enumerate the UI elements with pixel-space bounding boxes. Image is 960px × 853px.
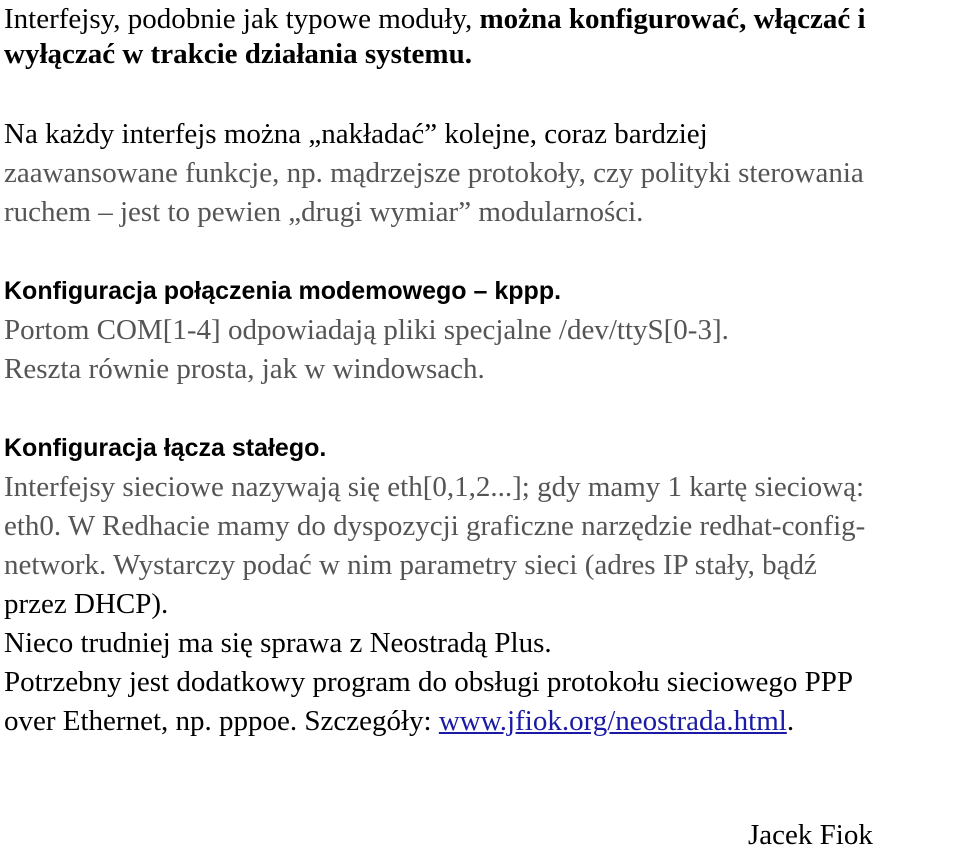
author-signature: Jacek Fiok [748,819,873,851]
modem-line1: Portom COM[1-4] odpowiadają pliki specjalne /dev/ttyS[0-3]. [4,314,729,346]
para2-line3: ruchem – jest to pewien „drugi wymiar” modularności. [4,196,644,228]
para2-line1: Na każdy interfejs można „nakładać” kolejne, coraz bardziej [4,118,708,150]
fixed-line5: Nieco trudniej ma się sprawa z Neostradą Plus. [4,627,552,659]
fixed-line7-prefix: over Ethernet, np. pppoe. Szczegóły: [4,705,439,737]
para1-line2-bold: wyłączać w trakcie działania systemu. [4,38,472,70]
fixed-line1: Interfejsy sieciowe nazywają się eth[0,1,2...]; gdy mamy 1 kartę sieciową: [4,471,865,503]
modem-line2: Reszta równie prosta, jak w windowsach. [4,353,485,385]
modem-heading: Konfiguracja połączenia modemowego – kppp. [4,277,562,305]
fixed-line7-suffix: . [786,705,795,737]
para1-line1-normal: Interfejsy, podobnie jak typowe moduły, [4,3,480,35]
fixed-line4: przez DHCP). [4,588,169,620]
neostrada-link[interactable]: www.jfiok.org/neostrada.html [438,705,787,737]
para1-line2 [4,37,472,72]
fixed-line7 [4,704,794,739]
fixed-line3: network. Wystarczy podać w nim parametry sieci (adres IP stały, bądź [4,549,817,581]
fixed-line2: eth0. W Redhacie mamy do dyspozycji graficzne narzędzie redhat-config- [4,510,866,542]
para2-line2: zaawansowane funkcje, np. mądrzejsze protokoły, czy polityki sterowania [4,157,864,189]
para1-line1-bold: można konfigurować, włączać i [479,3,866,35]
para1-line1 [4,2,866,37]
fixed-line6: Potrzebny jest dodatkowy program do obsługi protokołu sieciowego PPP [4,666,853,698]
fixed-heading: Konfiguracja łącza stałego. [4,434,327,462]
